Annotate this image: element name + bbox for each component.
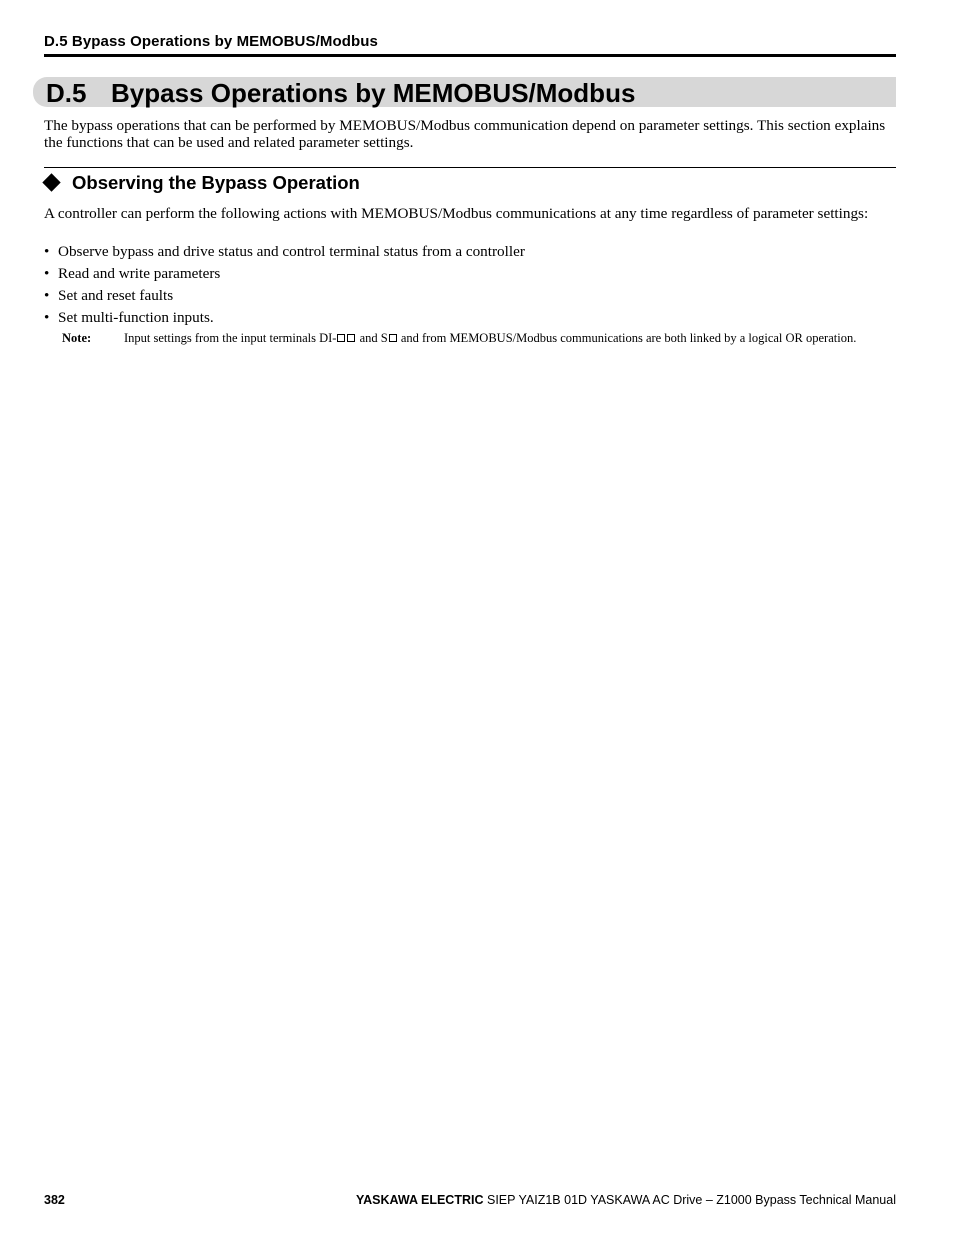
section-number: D.5: [46, 78, 87, 108]
footer-doc: SIEP YAIZ1B 01D YASKAWA AC Drive – Z1000 Bypass Technical Manual: [483, 1193, 896, 1207]
action-list: [44, 243, 896, 331]
subsection-title: Observing the Bypass Operation: [72, 172, 360, 193]
header-rule: [44, 54, 896, 57]
list-item: [44, 287, 896, 309]
note-label: Note:: [62, 331, 92, 345]
list-item: [44, 243, 896, 265]
diamond-bullet-icon: [42, 173, 60, 191]
list-item-text: Observe bypass and drive status and control terminal status from a controller: [58, 243, 525, 260]
page-number: 382: [44, 1193, 65, 1207]
note-text-part: and from MEMOBUS/Modbus communications are both linked by a logical OR operation.: [397, 331, 857, 345]
placeholder-box-icon: [337, 334, 345, 342]
bullet-glyph: •: [44, 287, 50, 304]
subsection-rule: [44, 167, 896, 168]
note-text: [124, 331, 896, 346]
bullet-glyph: •: [44, 265, 50, 282]
placeholder-box-icon: [389, 334, 397, 342]
footer-document-title: [356, 1193, 896, 1207]
note-text-part: Input settings from the input terminals DI-: [124, 331, 337, 345]
bullet-glyph: •: [44, 309, 50, 326]
list-item: [44, 309, 896, 331]
list-item-text: Set and reset faults: [58, 287, 174, 304]
footer-brand: YASKAWA ELECTRIC: [355, 1193, 484, 1207]
running-header: D.5 Bypass Operations by MEMOBUS/Modbus: [44, 33, 378, 50]
subsection-paragraph: A controller can perform the following actions with MEMOBUS/Modbus communications at any time regardless of parameter settings:: [44, 205, 869, 222]
list-item-text: Read and write parameters: [58, 265, 221, 282]
note-text-part: and S: [356, 331, 388, 345]
list-item: [44, 265, 896, 287]
bullet-glyph: •: [44, 243, 50, 260]
section-intro: The bypass operations that can be performed by MEMOBUS/Modbus communication depend on parameter settings. This section explains the functions that can be used and related parameter settings.: [44, 117, 886, 151]
placeholder-box-icon: [347, 334, 355, 342]
section-title: Bypass Operations by MEMOBUS/Modbus: [111, 78, 636, 108]
list-item-text: Set multi-function inputs.: [58, 309, 214, 326]
